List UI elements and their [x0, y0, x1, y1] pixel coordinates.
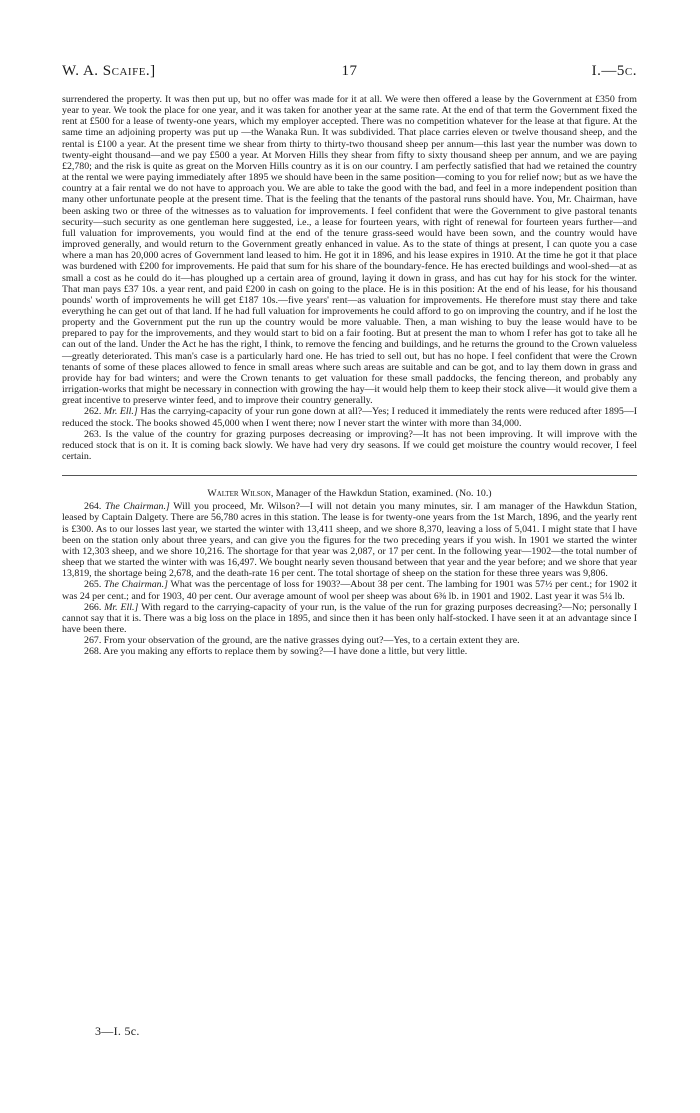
question-264: [62, 501, 637, 579]
header-paper-ref: I.—5c.: [591, 63, 637, 79]
body-text: [62, 94, 637, 658]
question-number: 265.: [84, 579, 102, 591]
section-divider: [62, 475, 637, 476]
question-266: [62, 602, 637, 635]
question-speaker: The Chairman.]: [104, 501, 170, 513]
page-number: 17: [341, 63, 358, 79]
question-text: Has the carrying-capacity of your run gone down at all?—Yes; I reduced it immediately the rents were reduced after 1895—I reduced the stock. The books showed 45,000 when I went there; now I never start the winter with more than 34,000.: [62, 406, 638, 429]
paragraph-scaife-evidence: surrendered the property. It was then put up, but no offer was made for it at all. We were then offered a lease by the Government at £350 from year to year. We took the place for one year, and it was taken for another year at the same rate. At the end of that term the Government fixed the rent at £500 for a lease of twenty-one years, which my employer accepted. There was no competition whatever for the lease at that figure. At the same time an adjoining property was put up —the Wanaka Run. It was subdivided. That place carries eleven or twelve thousand sheep, and the rental is £100 a year. At the present time we shear from thirty to thirty-two thousand sheep per annum—this last year the number was down to twenty-eight thousand—and we pay £500 a year. At Morven Hills they shear from fifty to sixty thousand sheep per annum, and we are paying £2,780; and the risk is quite as great on the Morven Hills country as it is on our country. I am perfectly satisfied that had we retained the country at the rental we were paying immediately after 1895 we should have been in the same position—coming to you for relief now; but as we have the country at a fair rental we do not have to approach you. We are able to take the good with the bad, and feel in a more independent position than many other unfortunate people at the present time. That is the feeling that the tenants of the pastoral runs should have. You, Mr. Chairman, have been asking two or three of the witnesses as to valuation for improvements. I feel confident that were the Government to give pastoral tenants security—such security as one gentleman here suggested, i.e., a lease for fourteen years, with right of renewal for fourteen years further—and full valuation for improvements, you would find at the end of the tenure grass-seed would have been sown, and the country would have improved generally, and would return to the Government greatly enhanced in value. As to the state of things at present, I can quote you a case where a man has 20,000 acres of Government land leased to him. He got it in 1896, and his lease expires in 1910. At the time he got it that place was burdened with £200 for improvements. He paid that sum for his share of the boundary-fence. He has erected buildings and wool-shed—at as small a cost as he could do it—has ploughed up a certain area of ground, laying it down in grass, and has cut hay for his stock for the winter. That man pays £37 10s. a year rent, and paid £200 in cash on going to the place. He is in this position: At the end of his lease, for his thousand pounds' worth of improvements he will get £187 10s.—five years' rent—as valuation for improvements. He therefore must stay there and take everything he can get out of that land. If he had full valuation for improvements he could afford to go on improving the country, and if he lost the property and the Government put the run up the country would be more valuable. Then, a man wishing to buy the lease would have to be prepared to pay for the improvements, and they would start to bid on a fair footing. But at present the man to whom I refer has got to take all he can out of the land. Under the Act he has the right, I think, to remove the fencing and buildings, and he returns the ground to the Crown valueless—greatly deteriorated. This man's case is a particularly hard one. He has tried to sell out, but has no hope. I feel confident that were the Crown tenants of some of these places allowed to fence in small areas where such areas are suitable and can be got, and to lay them down in grass and provide hay for bad winters; and were the Crown tenants to get valuation for these small paddocks, the fencing thereon, and probably any irrigation-works that might be necessary in connection with growing the hay—it would help them to keep their stock alive—it would give them a great incentive to preserve winter feed, and to improve their country generally.: [62, 94, 637, 407]
signature-mark: 3—I. 5c.: [95, 1024, 140, 1038]
question-263: 263. Is the value of the country for grazing purposes decreasing or improving?—It has not been improving. It will improve with the reduced stock that is on it. It is coming back slowly. We have had very dry seasons. If we could get moisture the country would recover, I feel certain.: [62, 428, 637, 462]
question-text: What was the percentage of loss for 1903?—About 38 per cent. The lambing for 1901 was 57½ per cent.; for 1902 it was 24 per cent.; and for 1903, 40 per cent. Our average amount of wool per sheep was about 6⅜ lb. in 1901 and 1902. Last year it was 5¼ lb.: [62, 579, 638, 602]
witness-description: , Manager of the Hawkdun Station, examined.: [270, 488, 454, 500]
header-witness-name: W. A. Scaife.]: [62, 63, 156, 79]
witness-ref: (No. 10.): [455, 488, 492, 500]
question-number: 266.: [84, 601, 102, 613]
question-267: 267. From your observation of the ground, are the native grasses dying out?—Yes, to a certain extent they are.: [84, 635, 520, 647]
question-265: [62, 579, 637, 601]
question-speaker: Mr. Ell.]: [103, 406, 138, 418]
question-268: 268. Are you making any efforts to replace them by sowing?—I have done a little, but very little.: [84, 646, 468, 658]
question-number: 262.: [84, 406, 102, 418]
question-speaker: Mr. Ell.]: [104, 601, 139, 613]
question-speaker: The Chairman.]: [104, 579, 168, 591]
question-text: With regard to the carrying-capacity of your run, is the value of the run for grazing purposes decreasing?—No; personally I cannot say that it is. There was a big loss on the place in 1895, and since then it has been only half-stocked. I have seen it at an advantage since I have been there.: [62, 601, 638, 636]
question-262: [62, 406, 637, 428]
witness-name: Walter Wilson: [207, 488, 271, 500]
witness-heading: [62, 488, 637, 499]
running-header: [62, 63, 637, 83]
question-text: Will you proceed, Mr. Wilson?—I will not detain you many minutes, sir. I am manager of the Hawkdun Station, leased by Captain Dalgety. There are 56,780 acres in this station. The lease is for twenty-one years from the 1st March, 1896, and the yearly rent is £300. As to our losses last year, we started the winter with 13,411 sheep, and we shore 8,370, leaving a loss of 5,041. I might state that I have been on the station only about three years, and can give you the figures for the two preceding years if you wish. In 1901 we started the winter with 12,303 sheep, and we shore 10,216. The shortage for that year was 2,087, or 17 per cent. In the following year—1902—the total number of sheep that we started the winter with was 16,497. We bought nearly seven thousand between that year and the year before; and we shore that year 13,819, the shortage being 2,678, and the death-rate 16 per cent. The total shortage of sheep on the station for these three years was 9,806.: [62, 501, 638, 580]
question-number: 264.: [84, 501, 102, 513]
